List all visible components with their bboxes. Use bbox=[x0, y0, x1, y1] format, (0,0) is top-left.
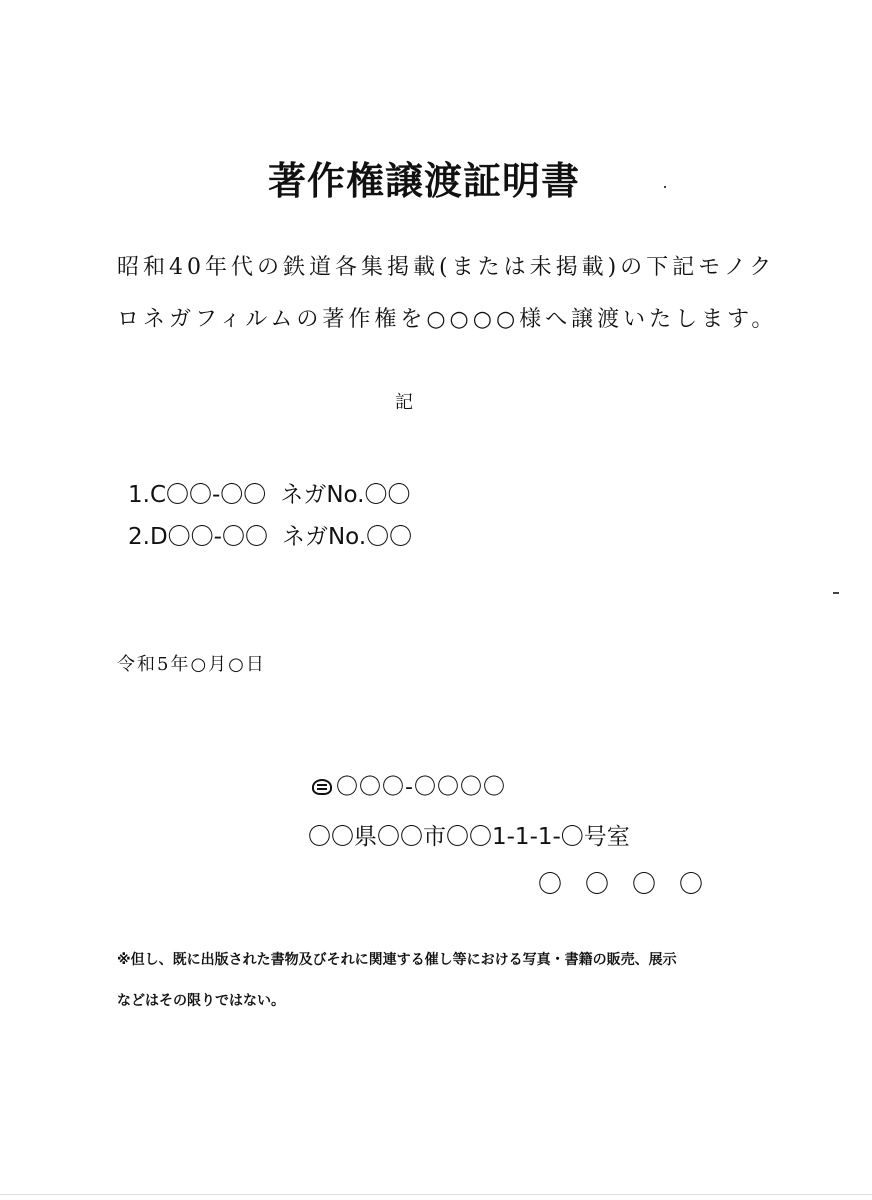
item-negative-number: ネガNo.〇〇 bbox=[280, 482, 411, 508]
document-title: 著作権譲渡証明書 bbox=[268, 159, 581, 203]
postal-line bbox=[312, 770, 506, 801]
note-line-2: などはその限りではない。 bbox=[117, 993, 285, 1009]
postal-mark-icon bbox=[312, 779, 332, 795]
list-item bbox=[128, 518, 412, 551]
signer-name: 〇〇〇〇 bbox=[538, 870, 726, 898]
item-code: 2.D〇〇-〇〇 bbox=[128, 524, 268, 550]
item-code: 1.C〇〇-〇〇 bbox=[128, 482, 267, 508]
address: 〇〇県〇〇市〇〇1-1-1-〇号室 bbox=[308, 824, 630, 850]
scan-speck bbox=[833, 592, 839, 594]
note-line-1: ※但し、既に出版された書物及びそれに関連する催し等における写真・書籍の販売、展示 bbox=[117, 952, 677, 968]
body-text-line-1: 昭和40年代の鉄道各集掲載(または未掲載)の下記モノク bbox=[117, 255, 776, 280]
body-text-line-2: ロネガフィルムの著作権を○○○○様へ譲渡いたします。 bbox=[117, 307, 778, 332]
list-item bbox=[128, 476, 411, 509]
postal-code: 〇〇〇-〇〇〇〇 bbox=[336, 775, 506, 800]
scan-speck bbox=[0, 1194, 872, 1195]
item-negative-number: ネガNo.〇〇 bbox=[281, 524, 413, 550]
scan-speck bbox=[664, 186, 666, 188]
ki-heading: 記 bbox=[395, 392, 413, 413]
document-date: 令和5年○月○日 bbox=[117, 654, 266, 675]
